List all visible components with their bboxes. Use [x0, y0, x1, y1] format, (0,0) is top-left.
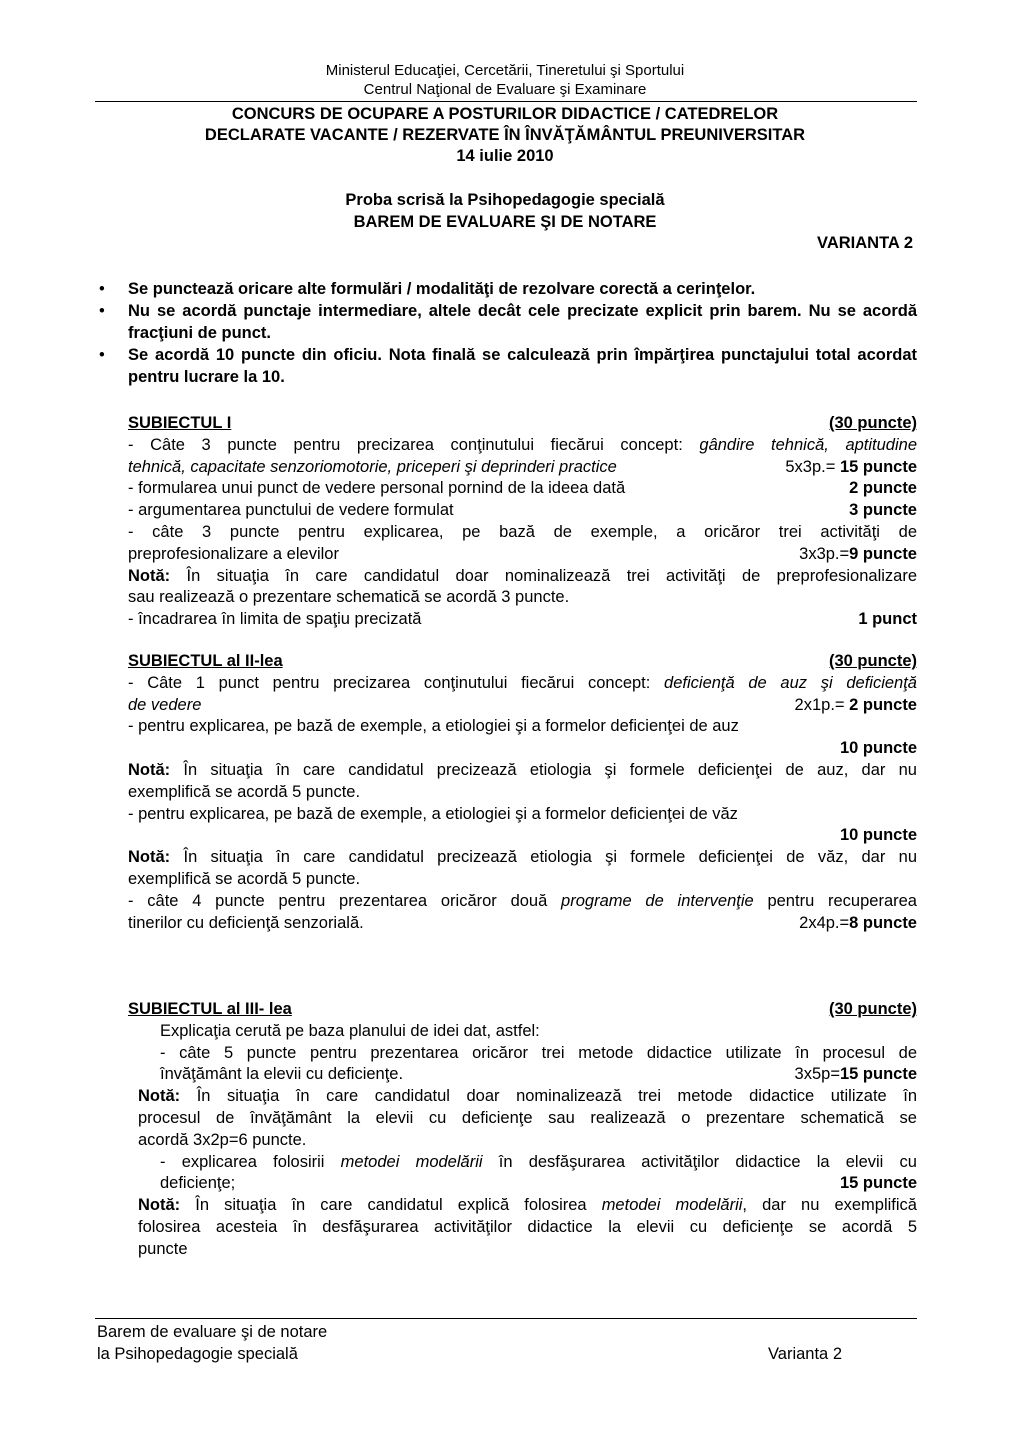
s1-line-5: - câte 3 puncte pentru explicarea, pe bază de exemple, a oricăror trei activităţi de: [128, 522, 917, 541]
s1-note-line-1: Notă: În situaţia în care candidatul doar nominalizează trei activităţi de preprofesionalizare: [128, 566, 917, 585]
s1-line-4: - argumentarea punctului de vedere formulat 3 puncte: [128, 501, 917, 520]
footer-line-1: Barem de evaluare şi de notare: [97, 1323, 328, 1341]
subject-1-title: SUBIECTUL I: [128, 414, 232, 432]
s3-intro: Explicaţia cerută pe baza planului de idei dat, astfel:: [160, 1021, 540, 1040]
subject-3-heading: [128, 999, 917, 1021]
s2-note-2-line-2: exemplifică se acordă 5 puncte.: [128, 869, 361, 888]
rule-item: [95, 344, 917, 388]
subject-2-title: SUBIECTUL al II-lea: [128, 652, 283, 670]
s1-line-1: - Câte 3 puncte pentru precizarea conţinutului fiecărui concept: gândire tehnică, aptitudine: [128, 435, 917, 454]
s2-line-6: tinerilor cu deficienţă senzorială. 2x4p.=8 puncte: [128, 913, 917, 932]
subject-3-title: SUBIECTUL al III- lea: [128, 1000, 292, 1018]
s2-line-4: - pentru explicarea, pe bază de exemple, a etiologiei şi a formelor deficienţei de văz: [128, 804, 738, 823]
footer-divider: [95, 1318, 917, 1319]
page-footer: [97, 1322, 842, 1365]
s3-line-4: deficienţe; 15 puncte: [160, 1174, 917, 1193]
variant-label: VARIANTA 2: [817, 234, 913, 252]
rule-item: [95, 300, 917, 344]
ministry-name: Ministerul Educaţiei, Cercetării, Tineretului şi Sportului: [325, 62, 685, 79]
rule-text: Nu se acordă punctaje intermediare, altele decât cele precizate explicit prin barem. Nu se acordă fracţiuni de punct.: [128, 302, 917, 342]
bullet-icon: •: [99, 280, 105, 298]
s2-line-3-score: 10 puncte: [839, 739, 917, 758]
header-divider: [95, 101, 917, 102]
subject-3-section: [128, 999, 917, 1261]
general-rules-list: [95, 278, 917, 388]
s3-note-1-line-2: procesul de învăţământ la elevii cu deficienţe sau realizează o prezentare schematică se: [138, 1108, 917, 1127]
s2-line-3: - pentru explicarea, pe bază de exemple, a etiologiei şi a formelor deficienţei de auz: [128, 717, 739, 736]
s2-line-4-score: 10 puncte: [839, 826, 917, 845]
subject-2-heading: [128, 651, 917, 673]
contest-title-line1: CONCURS DE OCUPARE A POSTURILOR DIDACTICE / CATEDRELOR: [231, 105, 779, 123]
s1-note-line-2: sau realizează o prezentare schematică se acordă 3 puncte.: [128, 588, 570, 607]
subject-3-points: (30 puncte): [828, 1000, 917, 1018]
s2-line-1: - Câte 1 punct pentru precizarea conţinutului fiecărui concept: deficienţă de auz şi deficienţă: [128, 673, 917, 692]
s3-line-2: învăţământ la elevii cu deficienţe. 3x5p=15 puncte: [160, 1065, 917, 1084]
subject-2-points: (30 puncte): [828, 652, 917, 670]
rule-text: Se punctează oricare alte formulări / modalităţi de rezolvare corectă a cerinţelor.: [128, 280, 756, 298]
s2-note-2-line-1: Notă: În situaţia în care candidatul precizează etiologia şi formele deficienţei de văz, dar nu: [128, 848, 917, 867]
s3-note-2-line-1: Notă: În situaţia în care candidatul explică folosirea metodei modelării, dar nu exemplifică: [138, 1196, 917, 1215]
s2-note-1-line-1: Notă: În situaţia în care candidatul precizează etiologia şi formele deficienţei de auz, dar nu: [128, 760, 917, 779]
s1-line-3: - formularea unui punct de vedere personal pornind de la ideea dată 2 puncte: [128, 479, 917, 498]
s2-line-2: de vedere 2x1p.= 2 puncte: [128, 695, 917, 714]
center-name: Centrul Naţional de Evaluare şi Examinare: [363, 81, 647, 98]
s3-note-1-line-1: Notă: În situaţia în care candidatul doar nominalizează trei metode didactice utilizate în: [138, 1087, 917, 1106]
exam-name: Proba scrisă la Psihopedagogie specială: [345, 191, 665, 209]
subject-1-points: (30 puncte): [828, 414, 917, 432]
footer-variant: Varianta 2: [768, 1344, 842, 1363]
subject-2-section: [128, 651, 917, 934]
bullet-icon: •: [99, 302, 105, 320]
s2-line-5: - câte 4 puncte pentru prezentarea oricăror două programe de intervenţie pentru recuperarea: [128, 891, 917, 910]
rule-item: [95, 278, 917, 300]
s1-line-6: preprofesionalizare a elevilor 3x3p.=9 puncte: [128, 544, 917, 563]
rule-text: Se acordă 10 puncte din oficiu. Nota finală se calculează prin împărţirea punctajului total acordat pentru lucrare la 10.: [128, 346, 917, 386]
contest-title-line2: DECLARATE VACANTE / REZERVATE ÎN ÎNVĂŢĂMÂNTUL PREUNIVERSITAR: [204, 126, 806, 144]
s1-line-7: - încadrarea în limita de spaţiu precizată 1 punct: [128, 610, 917, 629]
s3-note-2-line-2: folosirea acesteia în desfăşurarea activităţilor didactice la elevii cu deficienţe se acordă 5: [138, 1217, 917, 1236]
footer-line-2: la Psihopedagogie specială Varianta 2: [97, 1344, 842, 1366]
subject-1-section: [128, 413, 917, 631]
s3-line-1: - câte 5 puncte pentru prezentarea oricăror trei metode didactice utilizate în procesul de: [160, 1043, 917, 1062]
s2-note-1-line-2: exemplifică se acordă 5 puncte.: [128, 782, 361, 801]
s3-note-1-line-3: acordă 3x2p=6 puncte.: [138, 1130, 307, 1149]
s3-note-2-line-3: puncte: [138, 1239, 188, 1258]
exam-date: 14 iulie 2010: [456, 147, 554, 165]
subject-1-heading: [128, 413, 917, 435]
bullet-icon: •: [99, 346, 105, 364]
s3-line-3: - explicarea folosirii metodei modelării în desfăşurarea activităţilor didactice la elevii cu: [160, 1152, 917, 1171]
s1-line-2: tehnică, capacitate senzoriomotorie, priceperi şi deprinderi practice 5x3p.= 15 puncte: [128, 457, 917, 476]
barem-title: BAREM DE EVALUARE ŞI DE NOTARE: [353, 213, 657, 231]
